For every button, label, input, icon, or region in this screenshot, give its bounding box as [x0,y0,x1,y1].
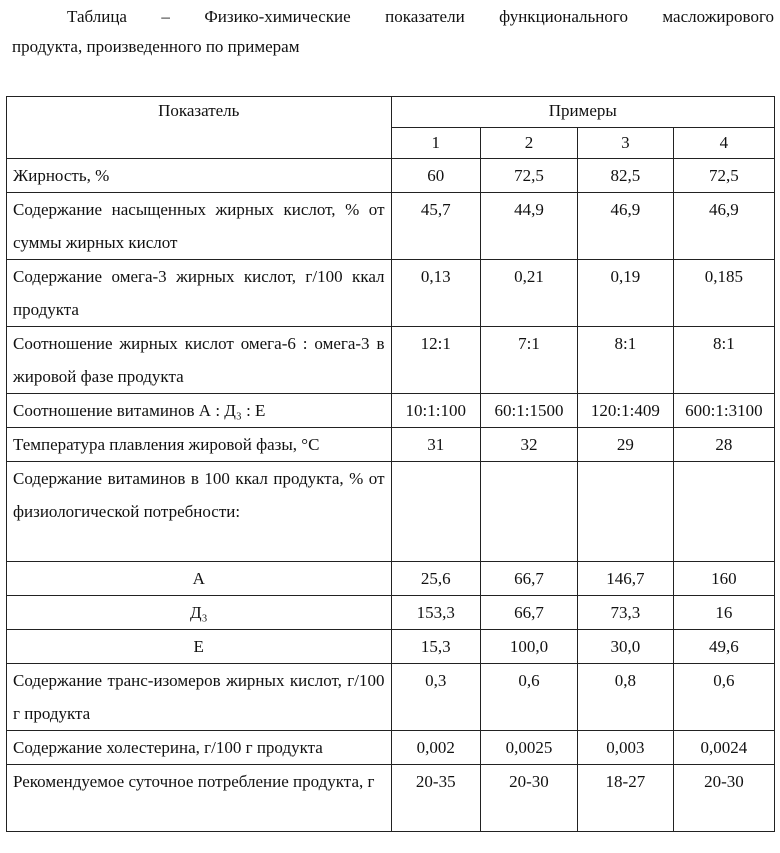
cell-value: 20-30 [673,765,774,832]
cell-value: 28 [673,428,774,462]
cell-value: 0,13 [391,260,481,327]
cell-value [577,462,673,562]
cell-value: 20-35 [391,765,481,832]
header-parameter: Показатель [7,97,392,159]
cell-value: 120:1:409 [577,394,673,428]
header-examples: Примеры [391,97,775,128]
cell-value: 146,7 [577,562,673,596]
header-example-2: 2 [481,128,578,159]
cell-value: 18-27 [577,765,673,832]
table-row [7,462,775,562]
cell-value: 72,5 [481,159,578,193]
cell-value: 46,9 [577,193,673,260]
caption-line-2: продукта, произведенного по примерам [12,37,300,56]
cell-value: 100,0 [481,630,578,664]
header-example-1: 1 [391,128,481,159]
cell-value: 66,7 [481,596,578,630]
row-label-omega3: Содержание омега-3 жирных кислот, г/100 ккал продукта [7,260,392,327]
row-label-vitamin-content: Содержание витаминов в 100 ккал продукта, % от физиологической потребности: [7,462,392,562]
cell-value: 153,3 [391,596,481,630]
table-row [7,327,775,394]
cell-value: 0,6 [673,664,774,731]
cell-value: 31 [391,428,481,462]
table-row [7,562,775,596]
row-label-vitamin-ratio: Соотношение витаминов А : Д₃ : Е [7,394,392,428]
cell-value: 72,5 [673,159,774,193]
cell-value: 60 [391,159,481,193]
table-row [7,630,775,664]
cell-value: 0,19 [577,260,673,327]
cell-value: 8:1 [577,327,673,394]
header-example-3: 3 [577,128,673,159]
cell-value: 160 [673,562,774,596]
table-row [7,193,775,260]
row-label-trans-isomers: Содержание транс-изомеров жирных кислот, г/100 г продукта [7,664,392,731]
cell-value: 73,3 [577,596,673,630]
table-row [7,260,775,327]
cell-value: 10:1:100 [391,394,481,428]
cell-value [391,462,481,562]
cell-value: 46,9 [673,193,774,260]
cell-value: 0,003 [577,731,673,765]
properties-table [6,96,775,832]
cell-value: 600:1:3100 [673,394,774,428]
cell-value: 32 [481,428,578,462]
cell-value [481,462,578,562]
row-label-melting-temperature: Температура плавления жировой фазы, °С [7,428,392,462]
cell-value: 66,7 [481,562,578,596]
row-label-saturated-fatty-acids: Содержание насыщенных жирных кислот, % от суммы жирных кислот [7,193,392,260]
table-row [7,159,775,193]
cell-value: 0,0024 [673,731,774,765]
cell-value [673,462,774,562]
cell-value: 0,185 [673,260,774,327]
cell-value: 0,21 [481,260,578,327]
cell-value: 0,0025 [481,731,578,765]
cell-value: 82,5 [577,159,673,193]
cell-value: 0,8 [577,664,673,731]
table-caption [12,2,774,62]
table-row [7,596,775,630]
cell-value: 0,002 [391,731,481,765]
row-label-daily-intake: Рекомендуемое суточное потребление продукта, г [7,765,392,832]
cell-value: 29 [577,428,673,462]
row-label-cholesterol: Содержание холестерина, г/100 г продукта [7,731,392,765]
row-label-fat: Жирность, % [7,159,392,193]
cell-value: 20-30 [481,765,578,832]
table-row [7,394,775,428]
cell-value: 8:1 [673,327,774,394]
table-row [7,731,775,765]
cell-value: 7:1 [481,327,578,394]
cell-value: 25,6 [391,562,481,596]
cell-value: 12:1 [391,327,481,394]
cell-value: 49,6 [673,630,774,664]
header-example-4: 4 [673,128,774,159]
cell-value: 60:1:1500 [481,394,578,428]
row-label-vitamin-d3: Д₃ [7,596,392,630]
caption-line-1: Таблица – Физико-химические показатели функционального масложирового [67,7,774,26]
cell-value: 15,3 [391,630,481,664]
table-row [7,765,775,832]
cell-value: 16 [673,596,774,630]
cell-value: 0,6 [481,664,578,731]
cell-value: 44,9 [481,193,578,260]
table-row [7,428,775,462]
row-label-vitamin-e: Е [7,630,392,664]
row-label-omega6-omega3-ratio: Соотношение жирных кислот омега-6 : омега-3 в жировой фазе продукта [7,327,392,394]
row-label-vitamin-a: А [7,562,392,596]
table-row [7,664,775,731]
cell-value: 0,3 [391,664,481,731]
cell-value: 30,0 [577,630,673,664]
cell-value: 45,7 [391,193,481,260]
